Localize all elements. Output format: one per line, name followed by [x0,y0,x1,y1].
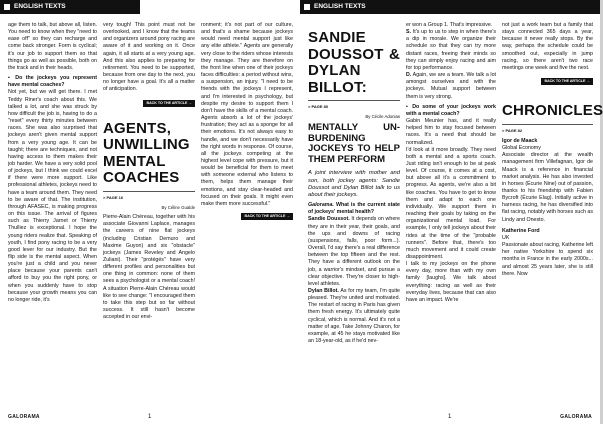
right-column-2 [406,22,496,405]
back-to-article-link[interactable]: BACK TO THE ARTICLE → [143,100,195,107]
question-marker: ▪ [406,103,413,110]
question [406,104,496,118]
paragraph: Gabin Meunier has, and it really helped him to stay focused between races. It's a need that should be normalized. [406,118,496,146]
person-bio: Associate director at the wealth management firm Villefagnan, Igor de Maack is a reference in financial market analysis. He has also invested in horses (Écurie Nine) out of passion, thanks to his friendship with Fabien Bycroft (Écurie Elag). Initially active in harness racing, he has diversified into flat racing, notably with horses such as Lindy and Onesto. [502,152,593,223]
answer [308,216,400,288]
back-to-article-link[interactable]: BACK TO THE ARTICLE → [541,78,593,85]
header-square-icon [4,4,10,10]
answer [308,288,400,345]
paragraph-text: It's up to us to step in when there's a dip in morale. We organize their schedule so that they can try more distant races, freeing their minds so they can simply enjoy racing and aim for top performance. [406,29,496,71]
footer-page-number: 1 [448,414,452,420]
question-text: What is the current state of jockeys' mental health? [308,202,400,216]
question-marker: ▪ [8,75,16,82]
divider [502,124,593,125]
question-text: Do the jockeys you represent have mental coaches? [8,75,98,89]
paragraph: very tough! This point must not be overlooked, and I know that the teams and organizers around pony racing are aware of it and working on it. Once again, it all starts at a very young age. And this also applies to preparing for retirement. You need to be supported, because from one day to the next, you no longer have a goal. It's all a matter of anticipation. [103,22,195,93]
person-name: Katherine Ford [502,227,540,234]
speaker-marker: D. [406,72,412,79]
paragraph: not just a work team but a family that stays connected 365 days a year, because it never really stops. By the way, perhaps the schedule could be smoothed out, especially in jump racing, so there aren't two race meetings one week and five the next. [502,22,593,71]
article-title: AGENTS, UNWILLING MENTAL COACHES [103,119,190,187]
paragraph [406,29,496,72]
page-reference[interactable]: > PAGE 80 [308,104,329,109]
left-header [0,0,140,14]
answer-text: It depends on where they are in their year, their goals, and the ups and downs of racing (suspensions, falls, poor form...). Overall, I'd say there's a real difference between the top fifteen and the rest. They have a different outlook on the job, a warrior's mindset, and pursue a clear objective. They're closer to high-level athletes. [308,216,400,287]
left-column-1 [8,22,97,405]
right-header-label: ENGLISH TEXTS [314,3,366,10]
page-reference[interactable]: > PAGE 82 [502,127,523,133]
byline: By Cécile Adonias [365,114,400,120]
question-text: Do some of your jockeys work with a mental coach? [406,103,496,117]
byline: By Céline Gualde [161,204,195,210]
article-title: SANDIE DOUSSOT & DYLAN BILLOT: [308,29,400,96]
question [8,75,97,89]
paragraph: Not yet, but we will get there. I met Teddy Riner's coach about this. We talked a lot, and she was struck by how difficult the job is, having to do a "reset" every thirty minutes between races. She was also surprised that jockeys aren't given mental support from a very young age. It can be taught; there are techniques, and not having access to them makes their job harder. We have a very solid pool of jockeys, but I think we could excel if there were more support. Like professional athletes, jockeys need to have a team around them. They need to be aware of that. The institution, through AFASEC, is making progress on this issue. The arrival of figures such as Thierry Jarnet or Thierry Thulliez is exceptional. I hope the young riders realize that. Speaking of youth, I find pony racing to be a very good lever for our industry. But the flip side is the mental aspect. When you're just a child and you never place because your parents can't afford to buy you the right pony, or when you suddenly have to stop because your growth means you can no longer ride, it's [8,89,97,303]
paragraph: er won a Group 1. That's impressive. [406,22,493,28]
answer-text: As for my team, I'm quite pleased. They're united and motivated. The restart of racing in Paris has given them fresh energy. It's ultimately quite cyclical, which is normal. And it's not a matter of age. Take Johnny Charon, for example, at 45 he stays motivated like an 18-year-old, as if he'd nev- [308,288,400,345]
lead-paragraph: A joint interview with mother and son, both jockey agents: Sandie Doussot and Dylan Billot talk to us about their jockeys. [308,170,400,198]
speaker: Galorama. [308,202,334,209]
speaker: Dylan Billot. [308,288,339,294]
footer-logo: GALORAMA [560,414,592,420]
paragraph: I'd look at it more broadly. They need both a mental and a sports coach. Just riding isn't enough to be at peak level. Of course, it comes at a cost, but above all it's a commitment to progress. As agents, we're also a bit like coaches. You have to get to know them and adapt to each one individually. We support them in reaching their goals by taking on the organizational mental load. For example, I only tell jockeys about their rides at the time of the "probable runners". Before that, there's too much movement and it could create disappointment. [406,146,496,260]
paragraph-text: Again, we are a team. We talk a lot amongst ourselves and with the jockeys. Mutual support between them is very strong. [406,72,496,100]
article-subtitle: MENTALLY UN-BURDENING JOCKEYS TO HELP THEM PERFORM [308,122,400,165]
left-column-2 [103,22,195,405]
right-page [300,0,603,424]
section-title: CHRONICLES [502,102,603,120]
left-column-3 [201,22,293,405]
paragraph: age them to talk, but above all, listen. You need to know when they "need to ease off" so they can recharge and come back stronger. Form is cyclical; it's our job to support them so that things go as well as possible, both on the track and in their heads. [8,22,97,71]
paragraph [406,72,496,101]
person-org: UK [502,234,510,241]
speaker: Sandie Doussot. [308,216,350,223]
person-name: Igor de Maack [502,137,538,144]
right-header [300,0,600,14]
footer-logo: GALORAMA [8,414,40,420]
page-reference[interactable]: > PAGE 16 [103,194,124,200]
right-column-3 [502,22,603,405]
paragraph: I talk to my jockeys on the phone every day, more than with my own family [laughs]. We talk about everything: racing as well as their everyday lives, because that can also have an impact. We're [406,261,496,303]
question [308,202,400,216]
person-bio: Passionate about racing, Katherine left her native Yorkshire to spend six months in France in the early 2000s... and almost 25 years later, she is still there. Now [502,242,593,277]
paragraph: ronment; it's not part of our culture, and that's a shame because jockeys would need mental support just like any elite athlete." Agents are generally very close to the riders whose interests they manage. They are therefore on the front line when one of their jockeys faces difficulties: a period without wins, a suspension, an injury. "I need to be friends with the jockeys I represent, and I'm interested in psychology, but despite my desire to support them I don't have the skills of a mental coach. Agents absorb a lot of the jockeys' frustration; they act as a sponge for all their emotions. It's not always easy to handle, and we don't necessarily have the right words in response. Of course, all the jockeys competing at the highest level cope with pressure, but it would be beneficial for them to meet with someone external who listens to them, helps them manage their emotions, and stay clear-headed and focused on their goals. It might even make them more successful." [201,22,293,207]
divider [308,100,400,101]
left-page [0,0,300,424]
speaker-marker: S. [406,29,412,36]
left-header-label: ENGLISH TEXTS [14,3,66,10]
right-column-1 [308,22,400,405]
footer-page-number: 1 [148,414,152,420]
header-square-icon [304,4,310,10]
divider [103,191,195,192]
paragraph: Pierre-Alain Chéreau, together with his associate Giovanni Laplace, manages the careers of nine flat jockeys (including Cristian Demuro and Maxime Guyon) and six "obstacle" jockeys (James Reveley and Angelo Zuliani). Their "protégés" have very different profiles and personalities but one thing in common: none of them sees a psychologist or a mental coach! A situation Pierre-Alain Chéreau would like to see change: "I encouraged them to take this step but so far without success. It still hasn't become accepted in our envi- [103,214,195,321]
person-org: Global Economy [502,145,541,152]
back-to-article-link[interactable]: BACK TO THE ARTICLE → [241,213,293,220]
